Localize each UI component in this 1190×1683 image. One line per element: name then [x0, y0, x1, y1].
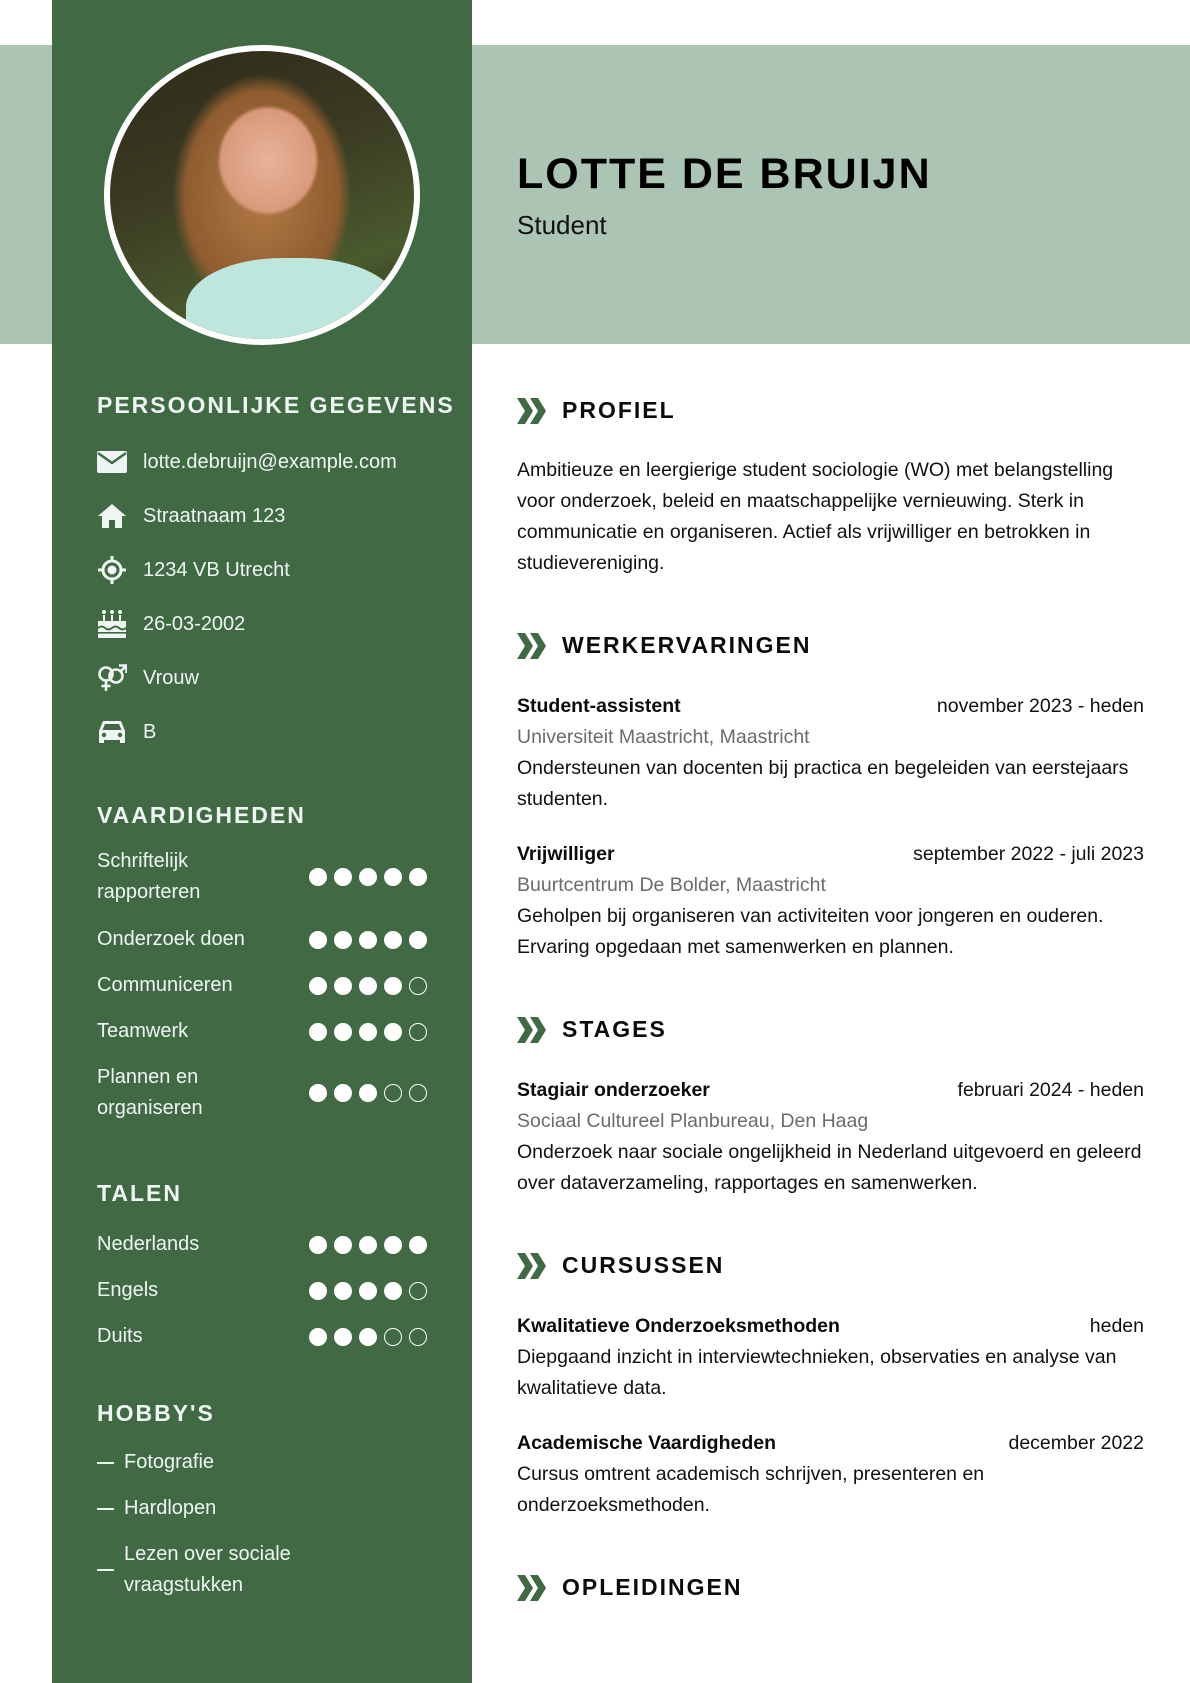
course-entry: Kwalitatieve Onderzoeksmethoden heden Diepgaand inzicht in interviewtechnieken, observaties en analyse van kwalitatieve data.	[517, 1315, 1144, 1399]
filled-dot-icon	[309, 1282, 327, 1300]
filled-dot-icon	[359, 1084, 377, 1102]
rating-dots	[309, 1236, 427, 1254]
contact-address: Straatnaam 123	[97, 501, 285, 531]
filled-dot-icon	[359, 1282, 377, 1300]
double-chevron-icon	[517, 398, 547, 424]
rating-dots	[309, 868, 427, 886]
internship-entry: Stagiair onderzoeker februari 2024 - heden Sociaal Cultureel Planbureau, Den Haag Onderzoek naar sociale ongelijkheid in Nederland uitgevoerd en geleerd over dataverzameling, rapportages en samenwerken.	[517, 1079, 1144, 1194]
contact-driving-license: B	[97, 717, 156, 747]
filled-dot-icon	[334, 1023, 352, 1041]
filled-dot-icon	[334, 931, 352, 949]
filled-dot-icon	[334, 1236, 352, 1254]
languages-title: TALEN	[97, 1180, 182, 1206]
hobbies-title: HOBBY'S	[97, 1400, 215, 1426]
work-entry: Vrijwilliger september 2022 - juli 2023 Buurtcentrum De Bolder, Maastricht Geholpen bij organiseren van activiteiten voor jongeren en ouderen. Ervaring opgedaan met samenwerken en plannen.	[517, 843, 1144, 958]
profile-text: Ambitieuze en leergierige student sociologie (WO) met belangstelling voor onderzoek, beleid en maatschappelijke vernieuwing. Sterk in communicatie en organiseren. Actief als vrijwilliger en betrokken in studievereniging.	[517, 459, 1114, 574]
filled-dot-icon	[359, 868, 377, 886]
empty-dot-icon	[409, 1282, 427, 1300]
car-icon	[97, 718, 127, 746]
rating-dots	[309, 977, 427, 995]
profile-photo	[110, 51, 414, 339]
rating-row	[97, 1321, 427, 1352]
section-internships-heading: STAGES	[517, 1016, 667, 1043]
filled-dot-icon	[359, 1328, 377, 1346]
rating-dots	[309, 1282, 427, 1300]
filled-dot-icon	[384, 1023, 402, 1041]
rating-row	[97, 924, 427, 955]
hobby-item: Fotografie	[97, 1447, 364, 1478]
section-profile-heading: PROFIEL	[517, 397, 676, 424]
filled-dot-icon	[359, 1236, 377, 1254]
filled-dot-icon	[334, 868, 352, 886]
rating-row	[97, 1229, 427, 1260]
filled-dot-icon	[409, 1236, 427, 1254]
contact-city: 1234 VB Utrecht	[97, 555, 290, 585]
contact-gender: Vrouw	[97, 663, 199, 693]
rating-label: Nederlands	[97, 1233, 200, 1255]
double-chevron-icon	[517, 633, 547, 659]
rating-row	[97, 846, 427, 908]
course-entry: Academische Vaardigheden december 2022 Cursus omtrent academisch schrijven, presenteren en onderzoeksmethoden.	[517, 1432, 1144, 1516]
rating-label: Communiceren	[97, 974, 233, 996]
hobby-item: Hardlopen	[97, 1493, 364, 1524]
birthday-cake-icon	[97, 610, 127, 638]
rating-dots	[309, 1023, 427, 1041]
home-icon	[97, 502, 127, 530]
location-target-icon	[97, 556, 127, 584]
filled-dot-icon	[309, 1236, 327, 1254]
filled-dot-icon	[309, 1084, 327, 1102]
filled-dot-icon	[409, 931, 427, 949]
dash-icon	[97, 1508, 114, 1510]
filled-dot-icon	[309, 931, 327, 949]
empty-dot-icon	[384, 1084, 402, 1102]
rating-label: Onderzoek doen	[97, 928, 245, 950]
section-work-heading: WERKERVARINGEN	[517, 632, 812, 659]
rating-dots	[309, 931, 427, 949]
rating-label: Plannen en organiseren	[97, 1066, 203, 1119]
contact-email: lotte.debruijn@example.com	[97, 447, 397, 477]
section-courses-heading: CURSUSSEN	[517, 1252, 724, 1279]
rating-label: Teamwerk	[97, 1020, 189, 1042]
section-education-heading: OPLEIDINGEN	[517, 1574, 742, 1601]
filled-dot-icon	[384, 1236, 402, 1254]
contact-birthdate: 26-03-2002	[97, 609, 245, 639]
filled-dot-icon	[334, 1328, 352, 1346]
filled-dot-icon	[409, 868, 427, 886]
double-chevron-icon	[517, 1253, 547, 1279]
rating-dots	[309, 1328, 427, 1346]
envelope-icon	[97, 448, 127, 476]
double-chevron-icon	[517, 1017, 547, 1043]
hobby-item: Lezen over sociale vraagstukken	[97, 1539, 364, 1601]
filled-dot-icon	[359, 1023, 377, 1041]
empty-dot-icon	[384, 1328, 402, 1346]
empty-dot-icon	[409, 977, 427, 995]
candidate-role: Student	[517, 210, 607, 240]
filled-dot-icon	[384, 931, 402, 949]
rating-dots	[309, 1084, 427, 1102]
rating-row	[97, 1016, 427, 1047]
gender-icon	[97, 664, 127, 692]
filled-dot-icon	[309, 977, 327, 995]
filled-dot-icon	[334, 977, 352, 995]
filled-dot-icon	[334, 1084, 352, 1102]
rating-row	[97, 970, 427, 1001]
rating-label: Schriftelijk rapporteren	[97, 850, 201, 903]
rating-label: Engels	[97, 1279, 159, 1301]
work-entry: Student-assistent november 2023 - heden Universiteit Maastricht, Maastricht Ondersteunen van docenten bij practica en begeleiden van eerstejaars studenten.	[517, 695, 1144, 810]
filled-dot-icon	[359, 977, 377, 995]
filled-dot-icon	[334, 1282, 352, 1300]
filled-dot-icon	[384, 868, 402, 886]
filled-dot-icon	[309, 1023, 327, 1041]
empty-dot-icon	[409, 1084, 427, 1102]
skills-title: VAARDIGHEDEN	[97, 802, 306, 828]
filled-dot-icon	[309, 868, 327, 886]
filled-dot-icon	[384, 977, 402, 995]
rating-label: Duits	[97, 1325, 143, 1347]
filled-dot-icon	[309, 1328, 327, 1346]
filled-dot-icon	[384, 1282, 402, 1300]
double-chevron-icon	[517, 1575, 547, 1601]
dash-icon	[97, 1569, 114, 1571]
dash-icon	[97, 1462, 114, 1464]
candidate-name: LOTTE DE BRUIJN	[517, 150, 932, 198]
filled-dot-icon	[359, 931, 377, 949]
rating-row	[97, 1275, 427, 1306]
personal-details-title: PERSOONLIJKE GEGEVENS	[97, 392, 455, 418]
empty-dot-icon	[409, 1023, 427, 1041]
empty-dot-icon	[409, 1328, 427, 1346]
rating-row	[97, 1062, 427, 1124]
avatar	[104, 45, 420, 345]
